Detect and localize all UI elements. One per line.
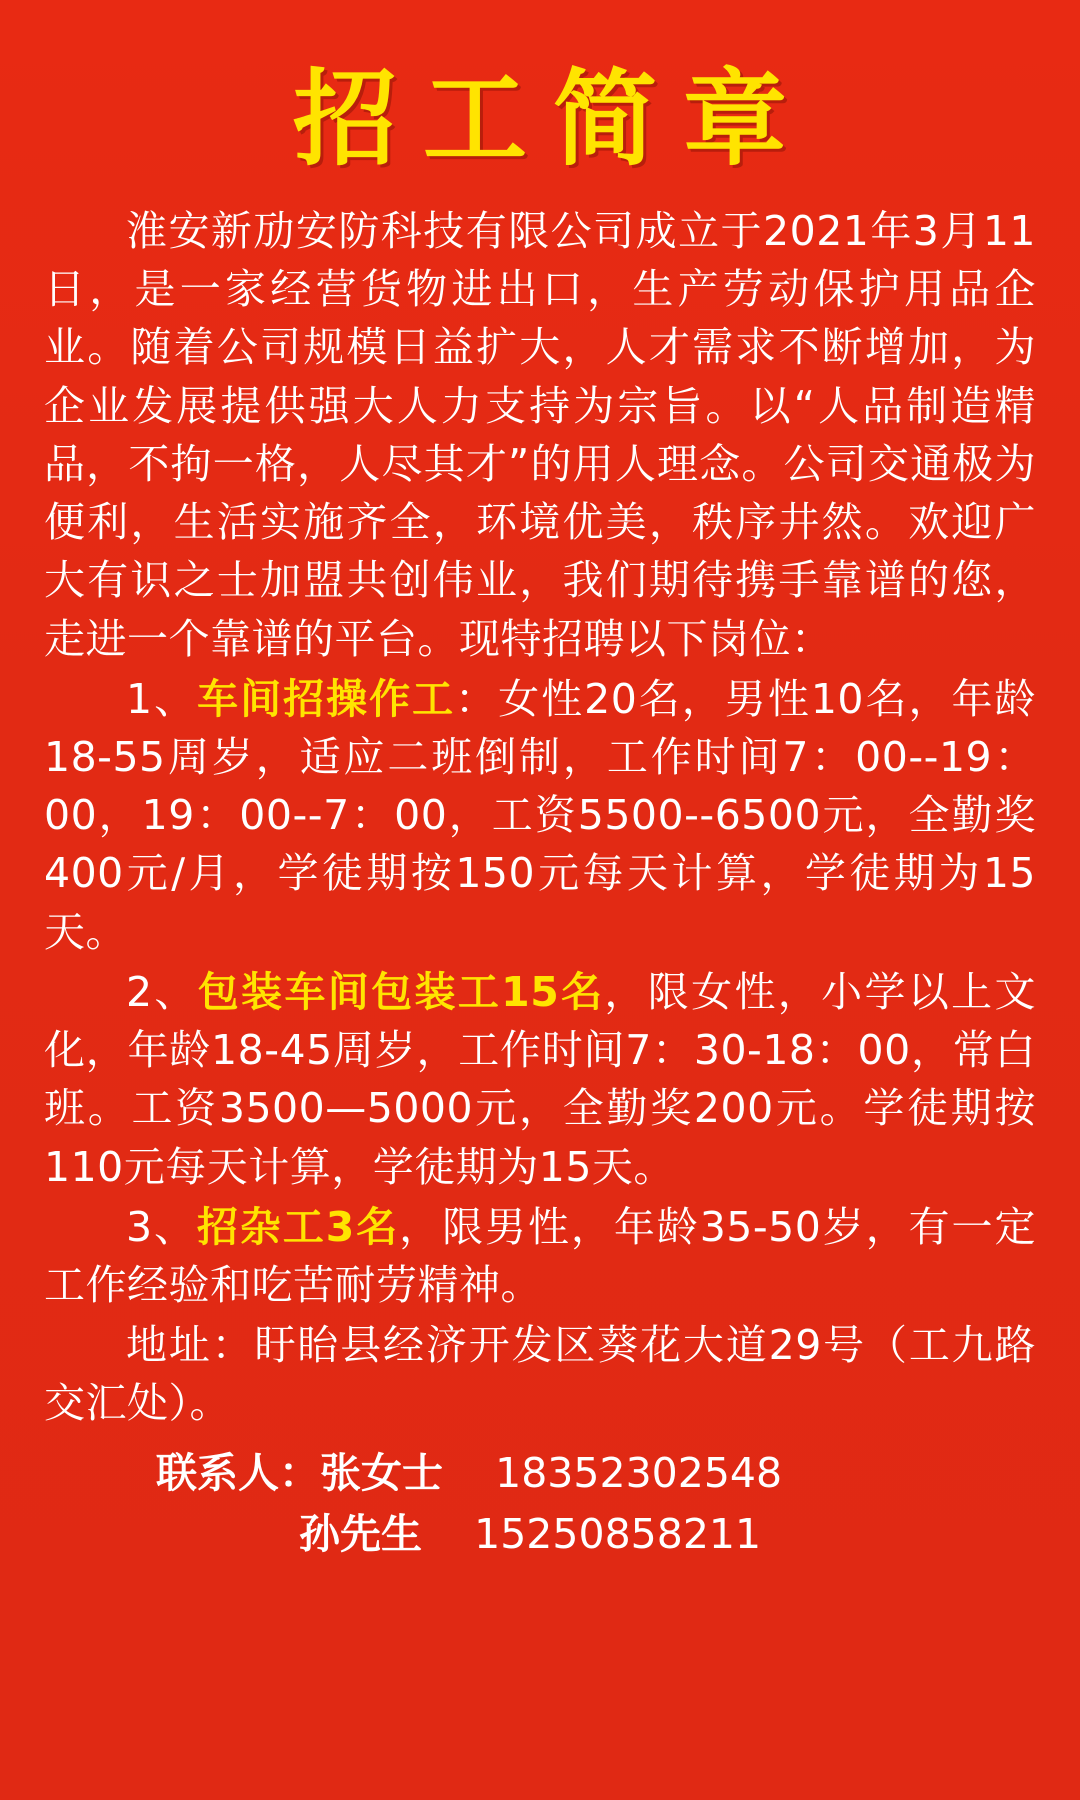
contact-1-phone: 18352302548 <box>495 1448 783 1497</box>
job-2-number: 2、 <box>126 967 198 1016</box>
contact-line-1 <box>44 1443 1036 1505</box>
job-3-number: 3、 <box>126 1202 197 1251</box>
intro-paragraph: 淮安新劢安防科技有限公司成立于2021年3月11日，是一家经营货物进出口，生产劳动保护用品企业。随着公司规模日益扩大，人才需求不断增加，为企业发展提供强大人力支持为宗旨。以“人品制造精品，不拘一格，人尽其才”的用人理念。公司交通极为便利，生活实施齐全，环境优美，秩序井然。欢迎广大有识之士加盟共创伟业，我们期待携手靠谱的您，走进一个靠谱的平台。现特招聘以下岗位： <box>44 207 1036 663</box>
job-item-1 <box>44 670 1036 961</box>
contact-1-name: 张女士 <box>320 1448 443 1497</box>
job-item-2 <box>44 963 1036 1196</box>
job-3-title: 招杂工3名 <box>196 1202 400 1251</box>
job-2-detail: ，限女性，小学以上文化，年龄18-45周岁，工作时间7：30-18：00，常白班。工资3500—5000元，全勤奖200元。学徒期按110元每天计算，学徒期为15天。 <box>44 967 1037 1191</box>
contact-label: 联系人： <box>156 1448 320 1497</box>
page-title: 招工简章 <box>292 58 813 180</box>
job-1-title: 车间招操作工 <box>197 674 456 723</box>
poster-body <box>44 202 1036 1433</box>
job-2-title: 包装车间包装工15名 <box>197 967 605 1016</box>
address-paragraph: 地址：盱眙县经济开发区葵花大道29号（工九路交汇处）。 <box>44 1321 1036 1428</box>
job-item-3 <box>44 1198 1036 1314</box>
job-1-number: 1、 <box>126 674 198 723</box>
contact-block <box>44 1443 1036 1566</box>
job-3-detail: ，限男性，年龄35-50岁，有一定工作经验和吃苦耐劳精神。 <box>44 1202 1036 1309</box>
contact-line-2 <box>44 1504 1036 1566</box>
job-1-detail: ：女性20名，男性10名，年龄18-55周岁，适应二班倒制，工作时间7：00--19：00，19：00--7：00，工资5500--6500元，全勤奖400元/月，学徒期按150元每天计算，学徒期为15天。 <box>44 674 1037 956</box>
contact-2-phone: 15250858211 <box>474 1510 762 1559</box>
contact-2-name: 孙先生 <box>299 1510 422 1559</box>
